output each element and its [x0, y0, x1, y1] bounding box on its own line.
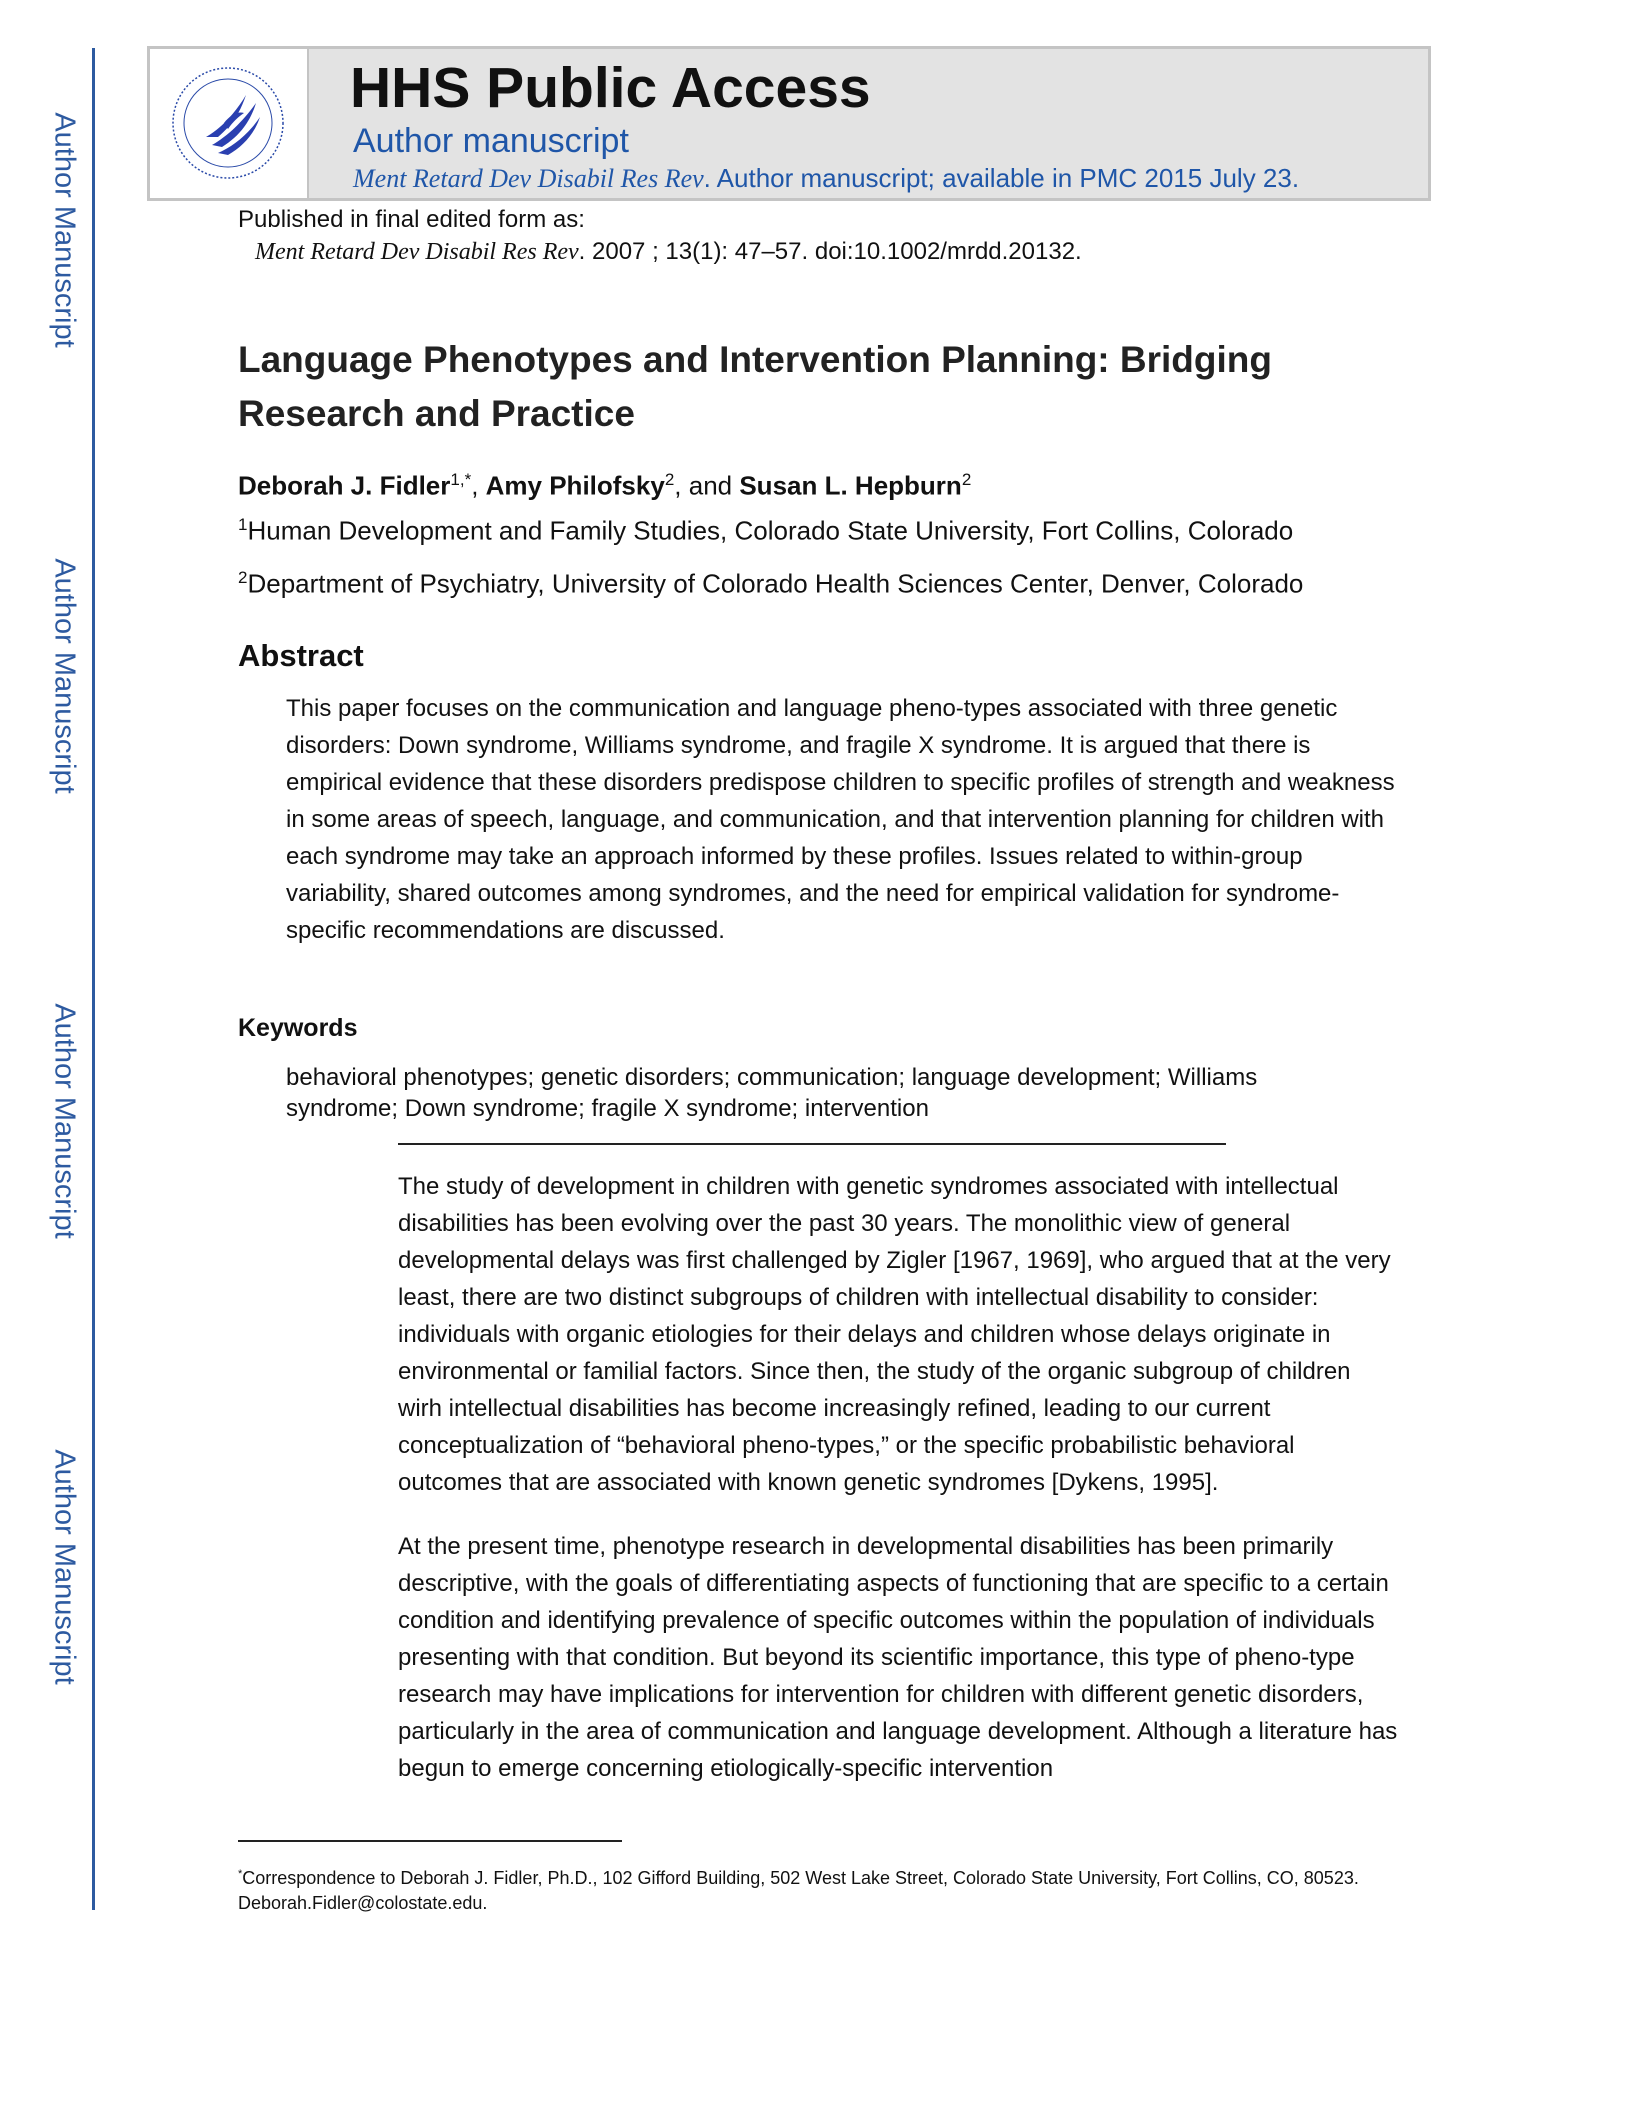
author-manuscript-subtitle: Author manuscript	[353, 122, 629, 160]
paragraph-text: At the present time, phenotype research in developmental disabilities has been primarily descriptive, with the goals of differentiating aspects of functioning that are specific to a certain condition and identifying prevalence of specific outcomes within the population of individuals presenting with that condition. But beyond its scientific importance, this type of pheno-type research may have implications for intervention for children with different genetic disorders, particularly in the area of communication and language development. Although a literature has begun to emerge concerning etiologically-specific intervention	[398, 1533, 1398, 1782]
author-name: Amy Philofsky	[485, 470, 665, 501]
body-paragraph-2	[398, 1528, 1398, 1787]
article-title: Language Phenotypes and Intervention Planning: Bridging Research and Practice	[238, 339, 1272, 434]
author-sup[interactable]: 1,*	[450, 470, 472, 489]
affiliation-text: Human Development and Family Studies, Colorado State University, Fort Collins, Colorado	[247, 515, 1294, 546]
hhs-header	[147, 46, 1431, 201]
header-availability: . Author manuscript; available in PMC 2015 July 23.	[703, 163, 1300, 193]
author-sep: , and	[674, 470, 740, 501]
citation-details: . 2007 ; 13(1): 47–57. doi:10.1002/mrdd.20132.	[578, 238, 1082, 265]
footnote-divider	[238, 1840, 622, 1842]
availability-line	[353, 163, 1299, 194]
footnote	[238, 1862, 1378, 1916]
margin-rule	[92, 48, 95, 1910]
body-paragraph-1	[398, 1168, 1398, 1501]
abstract-text: This paper focuses on the communication and language pheno-types associated with three genetic disorders: Down syndrome, Williams syndrome, and fragile X syndrome. It is argued that there is empirical evidence that these disorders predispose children to specific profiles of strength and weakness in some areas of speech, language, and communication, and that intervention planning for children with each syndrome may take an approach informed by these profiles. Issues related to within-group variability, shared outcomes among syndromes, and the need for empirical validation for syndrome-specific recommendations are discussed.	[286, 695, 1395, 944]
author-name: Deborah J. Fidler	[238, 470, 451, 501]
footnote-sup: *	[238, 1868, 243, 1880]
hhs-logo	[150, 49, 309, 198]
author-name: Susan L. Hepburn	[739, 470, 962, 501]
citation-journal: Ment Retard Dev Disabil Res Rev	[255, 239, 579, 265]
affiliation-2	[238, 568, 1303, 600]
paragraph-text: The study of development in children with genetic syndromes associated with intellectual disabilities has been evolving over the past 30 years. The monolithic view of general developmental delays was first challenged by Zigler [1967, 1969], who argued that at the very least, there are two distinct subgroups of children with intellectual disability to consider: individuals with organic etiologies for their delays and children whose delays originate in environmental or familial factors. Since then, the study of the organic subgroup of children wirh intellectual disabilities has become increasingly refined, leading to our current conceptualization of “behavioral pheno-types,” or the specific probabilistic behavioral outcomes that are associated with known genetic syndromes [Dykens, 1995].	[398, 1173, 1391, 1496]
affiliation-1	[238, 515, 1293, 547]
published-label: Published in final edited form as:	[238, 206, 585, 233]
affiliation-text: Department of Psychiatry, University of Colorado Health Sciences Center, Denver, Colorado	[247, 568, 1304, 599]
author-sup[interactable]: 2	[664, 470, 675, 489]
author-list	[238, 470, 971, 502]
section-divider	[398, 1143, 1226, 1145]
keywords-heading: Keywords	[238, 1014, 358, 1042]
published-citation	[255, 238, 1082, 266]
author-sep: ,	[471, 470, 486, 501]
hhs-eagle-icon	[168, 63, 288, 183]
header-journal[interactable]: Ment Retard Dev Disabil Res Rev	[353, 164, 704, 193]
author-sup[interactable]: 2	[961, 470, 972, 489]
affiliation-sup: 1	[238, 515, 248, 534]
affiliation-sup: 2	[238, 568, 248, 587]
keywords-text: behavioral phenotypes; genetic disorders; communication; language development; Williams syndrome; Down syndrome; fragile X syndrome; intervention	[286, 1064, 1258, 1122]
abstract-heading: Abstract	[238, 638, 364, 673]
footnote-text: Correspondence to Deborah J. Fidler, Ph.D., 102 Gifford Building, 502 West Lake Street, Colorado State University, Fort Collins, CO, 80523. Deborah.Fidler@colostate.edu.	[238, 1868, 1359, 1913]
hhs-public-access-title: HHS Public Access	[350, 56, 871, 120]
